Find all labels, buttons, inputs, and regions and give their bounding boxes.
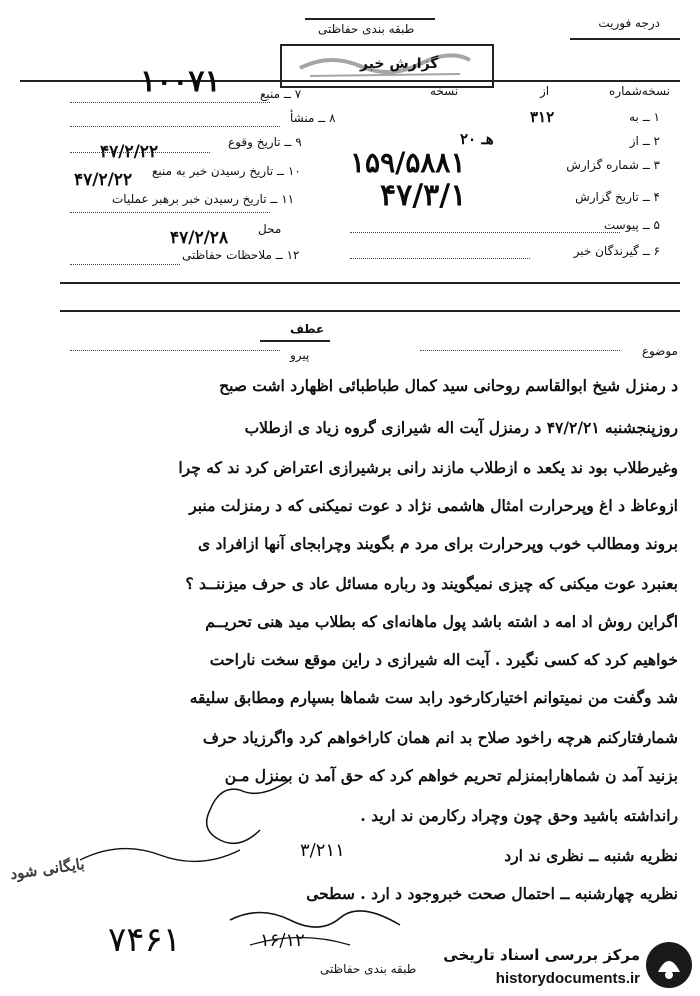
body-line-9: شد وگفت من نمیتوانم اختیارکارخود رابد ست شماها بسپارم ومطابق سلیقه xyxy=(189,688,678,707)
subject-dots-left xyxy=(70,350,280,351)
report-number-value: ۱۵۹/۵۸۸۱ xyxy=(350,146,466,179)
priority-label: درجه فوریت xyxy=(598,16,660,30)
archive-website: historydocuments.ir xyxy=(495,970,640,987)
occurrence-date-value: ۴۷/۲/۲۲ xyxy=(100,142,159,162)
inline-code: ۳/۲۱۱ xyxy=(300,840,345,861)
to-value: ۳۱۲ xyxy=(530,108,555,126)
date-received-source-value: ۴۷/۲/۲۲ xyxy=(74,170,133,190)
field-date-received-source: ۱۰ ــ تاریخ رسیدن خبر به منبع xyxy=(152,164,301,178)
copy-number-label: نسخه‌شماره xyxy=(609,84,670,98)
body-line-6: بعنبرد عوت میکنی که چیزی نمیگویند ود رباره مسائل عاد ی حرف میزننــد ؟ xyxy=(185,574,678,593)
body-line-11: بزنید آمد ن شماهارابمنزلم تحریم خواهم کرد که حق آمد ن بمنزل مـن xyxy=(224,766,678,785)
field-place: محل xyxy=(258,222,282,236)
form-title: گزارش خبر xyxy=(360,56,439,72)
body-line-12: رانداشته باشید وحق چون وچراد رکارمن ند ارید . xyxy=(360,806,678,825)
follow-label: پیرو xyxy=(290,348,310,362)
body-line-10: شمارفتارکنم هرچه راخود صلاح بد انم همان کاراخواهم کرد واگرزیاد حرف xyxy=(202,728,678,747)
archive-logo-icon xyxy=(646,942,692,988)
signature-bottom xyxy=(220,900,420,964)
archive-logo-text: مرکز بررسی اسناد تاریخی xyxy=(443,946,640,964)
classification-top-line xyxy=(305,18,435,20)
field-to: ۱ ــ به xyxy=(629,110,660,124)
field-date-received-ops: ۱۱ ــ تاریخ رسیدن خبر برهبر عملیات xyxy=(112,192,295,206)
subject-label: موضوع xyxy=(641,344,678,358)
field-origin: ۸ ــ منشأ xyxy=(290,111,336,125)
dots-line-2 xyxy=(70,126,280,127)
field-occurrence-date: ۹ ــ تاریخ وقوع xyxy=(228,135,302,149)
divider-2 xyxy=(60,310,680,312)
field-source: ۷ ــ منبع xyxy=(260,87,302,101)
place-value: ۴۷/۲/۲۸ xyxy=(170,228,229,248)
form-title-stamp xyxy=(290,48,480,80)
archive-banner xyxy=(420,936,700,996)
subject-rule xyxy=(260,340,330,342)
classification-top: طبقه بندی حفاظتی xyxy=(318,22,415,36)
divider-1 xyxy=(60,282,680,284)
body-line-7: اگراین روش اد امه د اشته باشد پول ماهانه‌ای که بطلاب مید هنی تحریــم xyxy=(205,612,678,631)
copy-label: نسخه xyxy=(430,84,459,98)
body-line-14: نظریه چهارشنبه ــ احتمال صحت خبروجود د ارد . سطحی xyxy=(306,884,678,903)
signature-scribble xyxy=(60,760,320,884)
field-report-number: ۳ ــ شماره گزارش xyxy=(566,158,660,172)
priority-underline xyxy=(570,38,680,40)
body-line-5: بروند ومطالب خوب وپرحرارت برای مرد م بگویند وچرابجای آنها ازافراد ی xyxy=(197,534,678,553)
source-value: ۱۰۰۷۱ xyxy=(140,64,221,99)
body-line-3: وغیرطلاب بود ند یکعد ه ازطلاب مازند رانی برشیرازی اعتراض کرد ند که چرا xyxy=(178,458,678,477)
report-date-value: ۴۷/۳/۱ xyxy=(380,178,467,213)
ref-label: عطف xyxy=(290,322,325,336)
bottom-number: ۷۴۶۱ xyxy=(108,920,182,960)
body-line-2: روزپنجشنبه ۴۷/۲/۲۱ د رمنزل آیت اله شیرازی گروه زیاد ی ازطلاب xyxy=(244,418,678,437)
top-rule xyxy=(20,80,680,82)
dots-line-1 xyxy=(70,102,270,103)
copy-of-label: از xyxy=(540,84,550,98)
body-line-8: خواهیم کرد که کسی نگیرد . آیت اله شیرازی د راین موقع سخت ناراحت xyxy=(209,650,678,669)
body-line-1: د رمنزل شیخ ابوالقاسم روحانی سید کمال طباطبائی اظهارد اشت صبح xyxy=(219,376,678,395)
code-stamp: ۱۶/۱۲ xyxy=(260,930,305,951)
field-report-date: ۴ ــ تاریخ گزارش xyxy=(575,190,660,204)
body-line-4: ازوعاظ د اغ وپرحرارت امثال هاشمی نژاد د عوت نمیکنی که د رمنزلت منبر xyxy=(189,496,678,515)
dots-line-r1 xyxy=(350,232,620,233)
subject-dots-right xyxy=(420,350,620,351)
dots-line-4 xyxy=(70,212,270,213)
field-security-notes: ۱۲ ــ ملاحظات حفاظتی xyxy=(182,248,300,262)
field-attachment: ۵ ــ پیوست xyxy=(603,218,660,232)
dots-line-5 xyxy=(70,264,180,265)
field-recipients: ۶ ــ گیرندگان خبر xyxy=(573,244,660,258)
dots-line-r2 xyxy=(350,258,530,259)
dots-line-3 xyxy=(70,152,210,153)
body-line-13: نظریه شنبه ــ نظری ند ارد xyxy=(504,846,678,865)
margin-note: بایگانی شود xyxy=(9,854,86,884)
classification-bottom: طبقه بندی حفاظتی xyxy=(320,962,417,976)
from-value: ۲۰ هـ xyxy=(460,130,494,148)
field-from: ۲ ــ از xyxy=(629,134,660,148)
